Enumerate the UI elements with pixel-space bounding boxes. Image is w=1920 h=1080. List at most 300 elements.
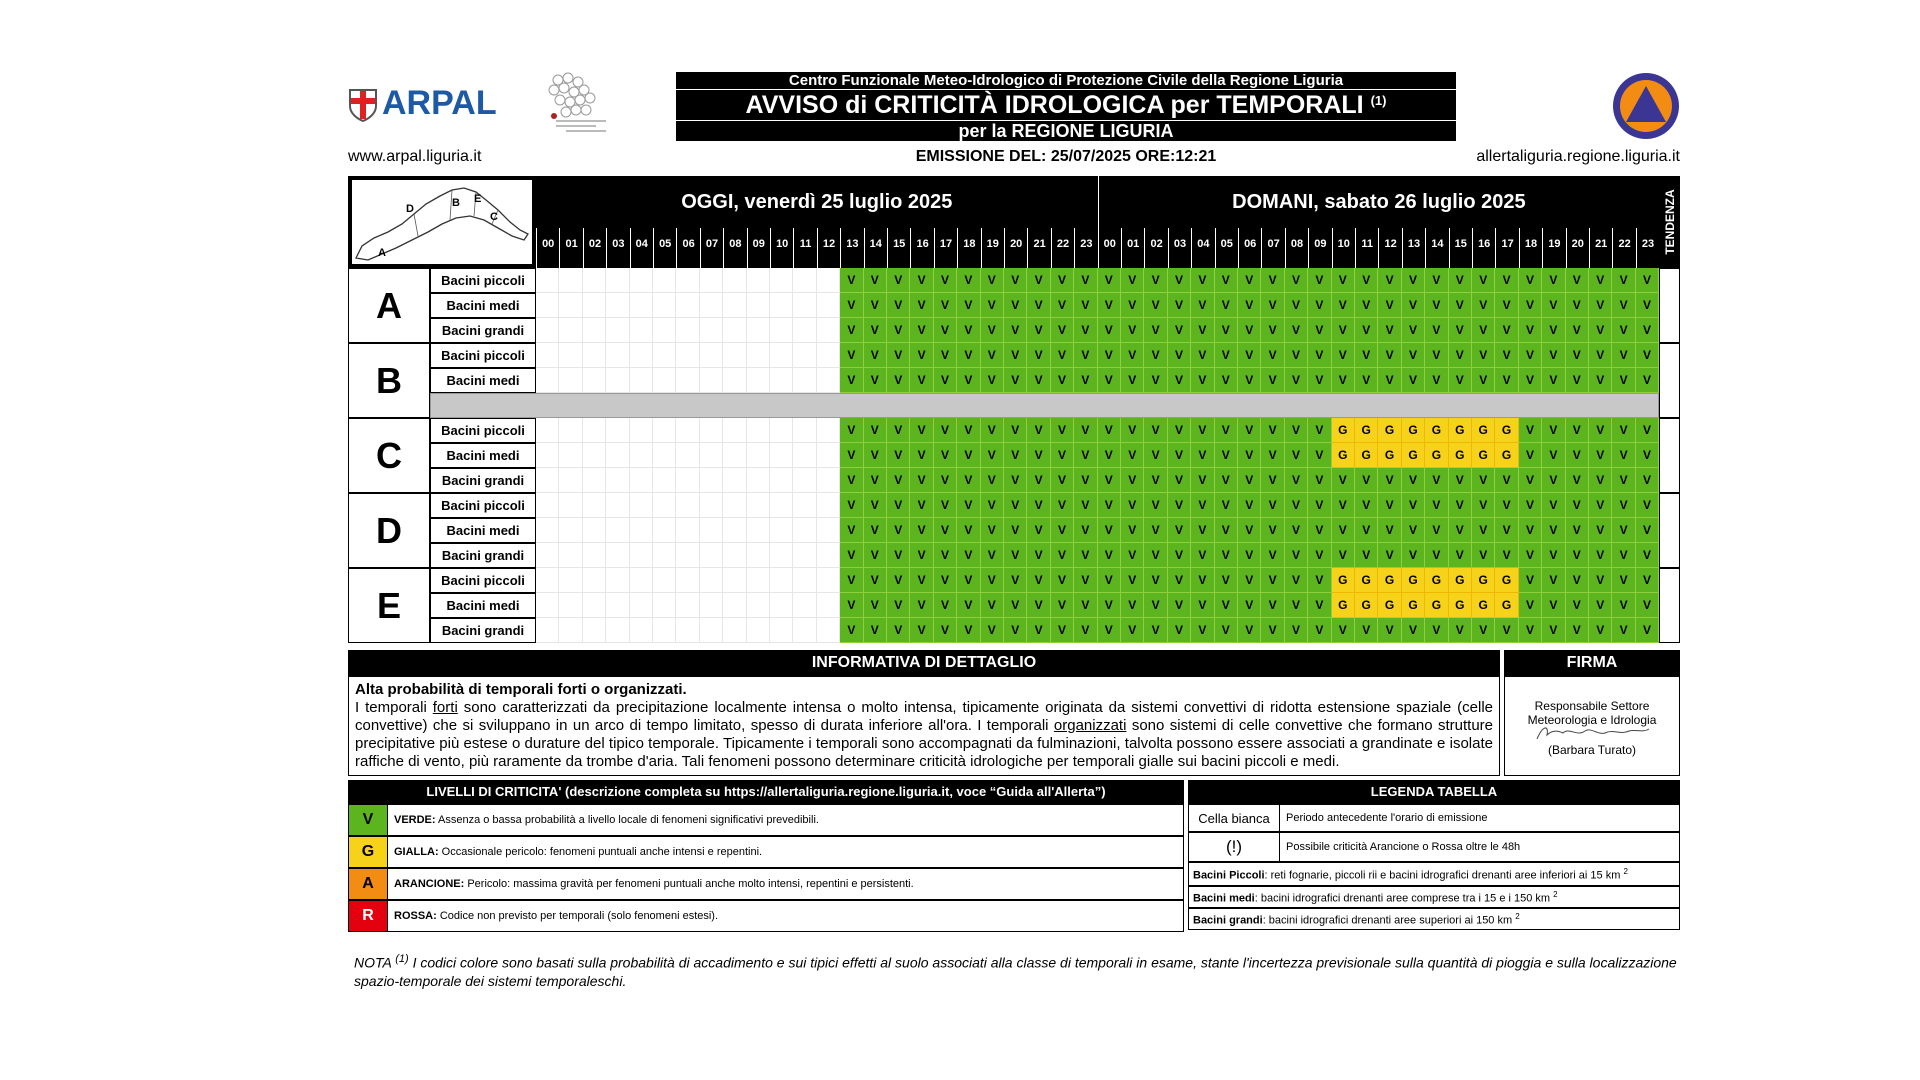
level-cell: V bbox=[957, 543, 980, 568]
level-cell bbox=[723, 493, 746, 518]
info-text: I temporali forti sono caratterizzati da precipitazione localmente intensa o molto intensa, tipicamente originata da sistemi convettivi di ridotta estensione spaziale (celle convettive) che si sviluppano in un arco di tempo limitato, spesso di durata inferiore all'ora. I temporali organizzati sono sistemi di celle convettive che formano strutture precipitative più estese o durature del tipico temporale. Tipicamente i temporali sono accompagnati da fulminazioni, talvolta possono essere associati a grandinate e isolate raffiche di vento, più raramente da trombe d'aria. Tali fenomeni possono determinare criticità idrologiche per temporali gialle sui bacini piccoli e medi. bbox=[355, 699, 1493, 770]
level-cell: V bbox=[1495, 293, 1518, 318]
arpal-logo bbox=[348, 84, 508, 124]
level-cell: V bbox=[1542, 368, 1565, 393]
info-headline: Alta probabilità di temporali forti o organizzati. bbox=[355, 681, 687, 698]
level-cell bbox=[747, 568, 770, 593]
level-cell: V bbox=[1378, 618, 1401, 643]
level-cell: V bbox=[1191, 518, 1214, 543]
level-cell: V bbox=[1051, 543, 1074, 568]
trend-cell bbox=[1659, 568, 1680, 643]
allerta-url[interactable]: allertaliguria.regione.liguria.it bbox=[1476, 148, 1680, 165]
level-cell: G bbox=[1332, 568, 1355, 593]
level-cell: V bbox=[864, 293, 887, 318]
level-cell: V bbox=[1004, 618, 1027, 643]
header-title: AVVISO di CRITICITÀ IDROLOGICA per TEMPORALI $^{(1)}$ bbox=[676, 89, 1456, 120]
level-cell bbox=[817, 593, 840, 618]
level-cell: V bbox=[981, 493, 1004, 518]
level-cell: V bbox=[1566, 518, 1589, 543]
level-cell bbox=[583, 493, 606, 518]
level-cell: V bbox=[1261, 268, 1284, 293]
level-cell bbox=[536, 518, 559, 543]
level-cell: V bbox=[1636, 593, 1659, 618]
level-cell bbox=[676, 443, 699, 468]
level-cell: V bbox=[1636, 343, 1659, 368]
level-cell: V bbox=[1542, 593, 1565, 618]
level-cell: V bbox=[1589, 318, 1612, 343]
level-cell bbox=[723, 518, 746, 543]
level-cell: V bbox=[1332, 468, 1355, 493]
level-cell: V bbox=[1144, 618, 1167, 643]
level-cell: V bbox=[934, 618, 957, 643]
level-cell: V bbox=[1636, 293, 1659, 318]
level-cell bbox=[653, 268, 676, 293]
level-cell: V bbox=[1636, 418, 1659, 443]
level-cell: V bbox=[1074, 568, 1097, 593]
level-cell bbox=[606, 268, 629, 293]
level-cell: V bbox=[1332, 343, 1355, 368]
legend-bacini-piccoli: Bacini Piccoli: reti fognarie, piccoli rii e bacini idrografici drenanti aree inferiori ai 15 km $^2$ bbox=[1188, 862, 1680, 886]
level-cell: V bbox=[1566, 418, 1589, 443]
level-cell: G bbox=[1425, 568, 1448, 593]
level-cell bbox=[630, 418, 653, 443]
level-cell: V bbox=[1355, 268, 1378, 293]
level-cell bbox=[747, 293, 770, 318]
level-cell bbox=[606, 468, 629, 493]
level-cell: V bbox=[1332, 543, 1355, 568]
basin-label: Bacini piccoli bbox=[430, 268, 536, 293]
level-cell: V bbox=[1378, 343, 1401, 368]
level-cell: G bbox=[1355, 443, 1378, 468]
level-cell bbox=[747, 618, 770, 643]
level-cell: V bbox=[1378, 318, 1401, 343]
zone-label: E bbox=[348, 568, 430, 643]
level-cell: V bbox=[840, 368, 863, 393]
hour-header: 20 bbox=[1004, 228, 1027, 268]
level-cell: V bbox=[864, 518, 887, 543]
zone-label: D bbox=[348, 493, 430, 568]
level-cell bbox=[793, 593, 816, 618]
level-cell: G bbox=[1495, 593, 1518, 618]
level-cell bbox=[700, 318, 723, 343]
level-cell: V bbox=[981, 468, 1004, 493]
level-cell bbox=[536, 543, 559, 568]
level-cell: V bbox=[1378, 293, 1401, 318]
level-cell: V bbox=[1074, 318, 1097, 343]
hour-header: 02 bbox=[583, 228, 606, 268]
level-cell: V bbox=[1495, 543, 1518, 568]
level-cell bbox=[817, 293, 840, 318]
level-cell: V bbox=[1308, 293, 1331, 318]
level-row-g bbox=[348, 836, 1184, 868]
level-cell: V bbox=[1238, 568, 1261, 593]
level-cell: V bbox=[1074, 468, 1097, 493]
hour-header: 22 bbox=[1051, 228, 1074, 268]
level-cell: V bbox=[1495, 343, 1518, 368]
level-cell: V bbox=[1098, 518, 1121, 543]
level-cell: V bbox=[910, 493, 933, 518]
level-cell: V bbox=[981, 618, 1004, 643]
level-cell: V bbox=[1542, 418, 1565, 443]
level-cell bbox=[630, 443, 653, 468]
level-cell: V bbox=[1215, 443, 1238, 468]
level-cell: V bbox=[1519, 293, 1542, 318]
level-cell: V bbox=[957, 368, 980, 393]
level-cell: V bbox=[1004, 493, 1027, 518]
level-cell bbox=[653, 543, 676, 568]
header-region: per la REGIONE LIGURIA bbox=[676, 120, 1456, 141]
level-cell: V bbox=[1144, 443, 1167, 468]
level-cell: V bbox=[1168, 293, 1191, 318]
level-cell bbox=[606, 493, 629, 518]
level-cell: V bbox=[1027, 343, 1050, 368]
level-cell: V bbox=[1261, 618, 1284, 643]
level-cell: V bbox=[1144, 418, 1167, 443]
level-cell: V bbox=[1495, 368, 1518, 393]
level-cell bbox=[559, 468, 582, 493]
level-code: V bbox=[349, 805, 388, 835]
level-cell: V bbox=[910, 418, 933, 443]
level-cell: V bbox=[1027, 568, 1050, 593]
level-cell bbox=[793, 518, 816, 543]
level-cell bbox=[817, 568, 840, 593]
level-cell: V bbox=[1074, 368, 1097, 393]
level-cell bbox=[676, 493, 699, 518]
level-cell: V bbox=[1566, 568, 1589, 593]
level-cell bbox=[606, 543, 629, 568]
level-cell bbox=[606, 343, 629, 368]
level-cell: V bbox=[1238, 443, 1261, 468]
level-cell: V bbox=[934, 593, 957, 618]
level-cell: V bbox=[1519, 343, 1542, 368]
level-cell: V bbox=[1308, 368, 1331, 393]
level-cell: V bbox=[864, 318, 887, 343]
level-cell bbox=[606, 568, 629, 593]
level-cell: V bbox=[910, 293, 933, 318]
level-cell: V bbox=[1378, 268, 1401, 293]
level-cell: V bbox=[1261, 518, 1284, 543]
level-cell: V bbox=[1285, 543, 1308, 568]
zone-label: C bbox=[348, 418, 430, 493]
level-cell bbox=[559, 593, 582, 618]
basin-label: Bacini medi bbox=[430, 443, 536, 468]
level-cell: V bbox=[864, 418, 887, 443]
level-cell: V bbox=[981, 418, 1004, 443]
trend-cell bbox=[1659, 493, 1680, 568]
level-cell: V bbox=[1472, 268, 1495, 293]
level-cell: V bbox=[1098, 293, 1121, 318]
level-cell: V bbox=[1285, 443, 1308, 468]
basin-label: Bacini medi bbox=[430, 518, 536, 543]
level-cell: V bbox=[981, 568, 1004, 593]
level-cell: V bbox=[1308, 443, 1331, 468]
basin-label: Bacini grandi bbox=[430, 468, 536, 493]
level-cell: V bbox=[1542, 443, 1565, 468]
level-cell bbox=[817, 268, 840, 293]
level-cell bbox=[700, 568, 723, 593]
level-cell bbox=[536, 418, 559, 443]
level-cell: V bbox=[934, 543, 957, 568]
level-cell: V bbox=[1308, 593, 1331, 618]
level-cell bbox=[583, 268, 606, 293]
day-header-tomorrow: DOMANI, sabato 26 luglio 2025 bbox=[1098, 176, 1660, 228]
level-cell: V bbox=[1542, 568, 1565, 593]
level-cell: V bbox=[1378, 468, 1401, 493]
level-cell bbox=[583, 593, 606, 618]
level-cell: G bbox=[1332, 418, 1355, 443]
level-cell: V bbox=[1004, 443, 1027, 468]
level-cell: V bbox=[1285, 318, 1308, 343]
hour-header: 04 bbox=[1191, 228, 1214, 268]
level-cell bbox=[817, 468, 840, 493]
hour-header: 04 bbox=[630, 228, 653, 268]
level-cell bbox=[700, 293, 723, 318]
level-cell: V bbox=[1355, 293, 1378, 318]
level-cell: G bbox=[1402, 443, 1425, 468]
hour-header: 12 bbox=[817, 228, 840, 268]
level-cell: V bbox=[1449, 618, 1472, 643]
level-cell bbox=[793, 618, 816, 643]
firma-role: Responsabile Settore Meteorologia e Idrologia bbox=[1527, 699, 1657, 727]
level-cell: V bbox=[1074, 593, 1097, 618]
level-cell: V bbox=[887, 593, 910, 618]
hour-header: 00 bbox=[536, 228, 559, 268]
level-cell bbox=[747, 318, 770, 343]
level-cell bbox=[723, 618, 746, 643]
level-cell: V bbox=[1285, 618, 1308, 643]
level-cell: V bbox=[1636, 318, 1659, 343]
level-cell: V bbox=[1238, 518, 1261, 543]
level-cell: V bbox=[1402, 518, 1425, 543]
level-cell bbox=[747, 468, 770, 493]
level-cell bbox=[747, 593, 770, 618]
level-cell: V bbox=[1378, 493, 1401, 518]
level-cell: V bbox=[1121, 418, 1144, 443]
hour-header: 17 bbox=[934, 228, 957, 268]
level-cell: V bbox=[1098, 568, 1121, 593]
level-cell: V bbox=[840, 443, 863, 468]
level-cell: V bbox=[1144, 318, 1167, 343]
level-cell: V bbox=[1004, 543, 1027, 568]
level-cell: V bbox=[840, 568, 863, 593]
level-cell bbox=[653, 368, 676, 393]
level-cell: V bbox=[1098, 343, 1121, 368]
level-cell bbox=[747, 443, 770, 468]
legend-bacini-medi: Bacini medi: bacini idrografici drenanti aree comprese tra i 15 e i 150 km $^2$ bbox=[1188, 886, 1680, 908]
level-cell: V bbox=[1589, 493, 1612, 518]
level-cell: V bbox=[1495, 493, 1518, 518]
legend-header: LEGENDA TABELLA bbox=[1188, 780, 1680, 804]
level-cell: V bbox=[1191, 343, 1214, 368]
level-cell: V bbox=[1566, 318, 1589, 343]
level-cell: V bbox=[1098, 418, 1121, 443]
level-cell bbox=[793, 293, 816, 318]
level-cell bbox=[793, 443, 816, 468]
level-cell: V bbox=[1191, 293, 1214, 318]
level-cell: V bbox=[1215, 593, 1238, 618]
level-cell: G bbox=[1378, 443, 1401, 468]
firma-header: FIRMA bbox=[1504, 650, 1680, 676]
hour-header: 03 bbox=[606, 228, 629, 268]
level-cell: G bbox=[1449, 418, 1472, 443]
level-cell: V bbox=[864, 468, 887, 493]
hour-header: 13 bbox=[1402, 228, 1425, 268]
level-cell: V bbox=[1566, 543, 1589, 568]
level-cell: V bbox=[1215, 493, 1238, 518]
level-cell: V bbox=[957, 293, 980, 318]
level-code: G bbox=[349, 837, 388, 867]
level-cell: V bbox=[1121, 468, 1144, 493]
level-cell: V bbox=[1449, 518, 1472, 543]
level-cell: V bbox=[934, 318, 957, 343]
level-cell: V bbox=[1355, 518, 1378, 543]
level-cell bbox=[817, 493, 840, 518]
level-cell: V bbox=[1191, 543, 1214, 568]
level-cell: V bbox=[934, 443, 957, 468]
level-cell: V bbox=[1425, 493, 1448, 518]
level-cell bbox=[793, 268, 816, 293]
level-cell bbox=[630, 318, 653, 343]
level-cell bbox=[700, 618, 723, 643]
level-cell: V bbox=[1215, 268, 1238, 293]
level-cell: V bbox=[1261, 568, 1284, 593]
level-cell: V bbox=[840, 618, 863, 643]
level-cell: V bbox=[1308, 568, 1331, 593]
level-cell: V bbox=[910, 618, 933, 643]
level-cell: V bbox=[1332, 618, 1355, 643]
level-cell: V bbox=[1519, 593, 1542, 618]
level-cell: V bbox=[1261, 593, 1284, 618]
hour-header: 12 bbox=[1378, 228, 1401, 268]
level-cell bbox=[770, 568, 793, 593]
level-cell: V bbox=[1495, 518, 1518, 543]
level-cell bbox=[793, 493, 816, 518]
level-cell: V bbox=[1542, 343, 1565, 368]
level-cell bbox=[583, 568, 606, 593]
level-cell: V bbox=[1589, 418, 1612, 443]
level-cell bbox=[536, 293, 559, 318]
level-cell: V bbox=[1168, 543, 1191, 568]
hour-header: 11 bbox=[1355, 228, 1378, 268]
level-cell: V bbox=[1051, 443, 1074, 468]
hour-header: 06 bbox=[1238, 228, 1261, 268]
level-cell: V bbox=[1308, 618, 1331, 643]
liguria-map bbox=[348, 176, 536, 268]
level-cell: V bbox=[1121, 593, 1144, 618]
zone-label: B bbox=[348, 343, 430, 418]
level-cell: V bbox=[1612, 593, 1635, 618]
hour-header: 14 bbox=[864, 228, 887, 268]
level-cell bbox=[536, 368, 559, 393]
level-cell: V bbox=[1636, 443, 1659, 468]
level-cell: V bbox=[1051, 318, 1074, 343]
level-cell: V bbox=[1612, 518, 1635, 543]
level-cell: V bbox=[1285, 368, 1308, 393]
header-line1: Centro Funzionale Meteo-Idrologico di Protezione Civile della Regione Liguria bbox=[676, 72, 1456, 89]
level-cell: V bbox=[1612, 318, 1635, 343]
level-cell: V bbox=[1051, 593, 1074, 618]
level-cell: V bbox=[1519, 418, 1542, 443]
level-cell: V bbox=[1612, 543, 1635, 568]
level-cell: V bbox=[1238, 418, 1261, 443]
level-cell: V bbox=[934, 468, 957, 493]
level-cell: V bbox=[864, 493, 887, 518]
level-cell bbox=[770, 318, 793, 343]
level-cell bbox=[676, 368, 699, 393]
level-cell: V bbox=[1472, 368, 1495, 393]
hour-header: 09 bbox=[747, 228, 770, 268]
level-cell: V bbox=[1051, 493, 1074, 518]
tendenza-header bbox=[1659, 176, 1680, 268]
level-cell: V bbox=[1425, 293, 1448, 318]
map-label-a: A bbox=[378, 247, 386, 259]
level-cell: V bbox=[1589, 518, 1612, 543]
level-cell: V bbox=[1168, 318, 1191, 343]
level-cell: V bbox=[1519, 368, 1542, 393]
level-cell: V bbox=[1144, 568, 1167, 593]
level-cell: V bbox=[1191, 318, 1214, 343]
level-cell: V bbox=[1285, 568, 1308, 593]
level-cell bbox=[747, 518, 770, 543]
level-cell bbox=[793, 318, 816, 343]
level-description: GIALLA: Occasionale pericolo: fenomeni puntuali anche intensi e repentini. bbox=[394, 846, 763, 858]
level-cell: V bbox=[1191, 368, 1214, 393]
hour-header: 09 bbox=[1308, 228, 1331, 268]
level-cell: V bbox=[1378, 543, 1401, 568]
level-cell: G bbox=[1495, 568, 1518, 593]
level-cell: V bbox=[1425, 268, 1448, 293]
level-cell: V bbox=[1472, 493, 1495, 518]
level-cell bbox=[676, 568, 699, 593]
level-cell: V bbox=[1612, 343, 1635, 368]
level-cell: V bbox=[1215, 343, 1238, 368]
arpal-url[interactable]: www.arpal.liguria.it bbox=[348, 148, 482, 165]
level-cell: V bbox=[1449, 268, 1472, 293]
level-cell: V bbox=[1308, 418, 1331, 443]
level-cell bbox=[676, 268, 699, 293]
level-cell: V bbox=[1098, 543, 1121, 568]
level-cell: V bbox=[1261, 418, 1284, 443]
level-cell: V bbox=[840, 418, 863, 443]
level-cell: V bbox=[1542, 493, 1565, 518]
level-cell: V bbox=[1542, 468, 1565, 493]
level-cell: G bbox=[1495, 443, 1518, 468]
level-cell bbox=[793, 418, 816, 443]
level-cell: V bbox=[957, 518, 980, 543]
level-cell bbox=[630, 293, 653, 318]
level-cell: V bbox=[1566, 343, 1589, 368]
level-cell: V bbox=[887, 318, 910, 343]
level-cell: V bbox=[1378, 368, 1401, 393]
level-cell: V bbox=[1495, 468, 1518, 493]
level-cell: V bbox=[1612, 293, 1635, 318]
level-cell bbox=[770, 343, 793, 368]
hour-header: 16 bbox=[910, 228, 933, 268]
level-cell: V bbox=[1355, 318, 1378, 343]
hour-header: 15 bbox=[887, 228, 910, 268]
level-cell: G bbox=[1472, 443, 1495, 468]
level-cell: V bbox=[1098, 268, 1121, 293]
level-cell: V bbox=[1472, 468, 1495, 493]
empty-row bbox=[430, 393, 1659, 418]
level-cell: V bbox=[1004, 318, 1027, 343]
level-cell: V bbox=[1285, 493, 1308, 518]
level-cell bbox=[770, 518, 793, 543]
level-cell: V bbox=[1355, 368, 1378, 393]
level-cell bbox=[630, 618, 653, 643]
level-cell: V bbox=[887, 568, 910, 593]
level-cell: V bbox=[957, 618, 980, 643]
